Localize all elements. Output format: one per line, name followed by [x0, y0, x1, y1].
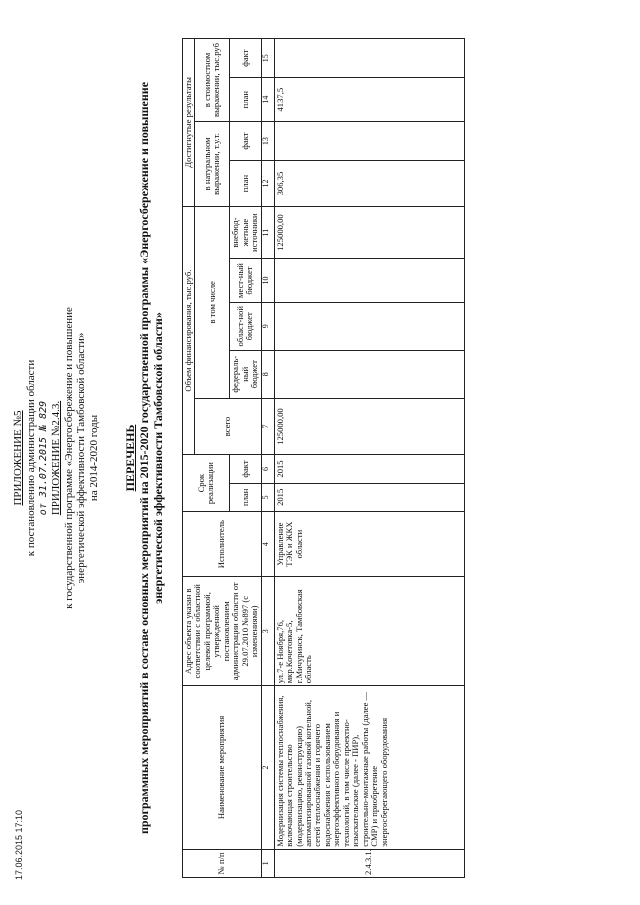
appendix-program-years: на 2014-2020 годы: [87, 414, 100, 502]
row-nat-plan: 306,35: [274, 161, 464, 207]
header-fact: факт: [230, 455, 261, 483]
header-federal: федераль-ный бюджет: [230, 350, 261, 398]
title-line1: ПЕРЕЧЕНЬ: [123, 424, 137, 492]
col-number: 10: [261, 259, 274, 303]
col-number: 8: [261, 350, 274, 398]
row-total: 125000,00: [274, 398, 464, 455]
header-name: Наименование мероприятия: [183, 686, 262, 849]
row-fact: 2015: [274, 455, 464, 483]
row-address: ул.7-е Ноября,76, мкр.Кочетовка-5, г.Мичуринск, Тамбовская область: [274, 577, 464, 686]
col-number: 9: [261, 302, 274, 350]
header-extra: внебюд-жетные источники: [230, 206, 261, 258]
col-number: 2: [261, 686, 274, 849]
print-timestamp: 17.06.2015 17:10: [14, 809, 24, 880]
header-nat-plan: план: [230, 161, 261, 207]
row-executor: Управление ТЭК и ЖКХ области: [274, 511, 464, 576]
appendix-header: [12, 28, 100, 888]
page-title: [124, 28, 165, 888]
table-row: [274, 39, 464, 878]
header-plan: план: [230, 483, 261, 511]
header-num: № п/п: [183, 849, 262, 877]
row-plan: 2015: [274, 483, 464, 511]
row-local: [274, 259, 464, 303]
row-federal: [274, 350, 464, 398]
row-cost-plan: 4137,5: [274, 78, 464, 122]
appendix-decree-text: к постановлению администрации области: [24, 359, 37, 557]
col-number: 6: [261, 455, 274, 483]
appendix-title: ПРИЛОЖЕНИЕ №5: [12, 410, 24, 506]
header-nat-fact: факт: [230, 121, 261, 160]
col-number: 14: [261, 78, 274, 122]
header-regional: област-ной бюджет: [230, 302, 261, 350]
col-number: 3: [261, 577, 274, 686]
row-regional: [274, 302, 464, 350]
header-cost-fact: факт: [230, 39, 261, 78]
column-numbers-row: [261, 39, 274, 878]
col-number: 12: [261, 161, 274, 207]
row-num: 2.4.3.1.: [274, 849, 464, 877]
header-cost: в стоимостном выражении, тыс.руб: [195, 39, 230, 122]
row-cost-fact: [274, 39, 464, 78]
col-number: 11: [261, 206, 274, 258]
header-total: всего: [195, 398, 261, 455]
header-incl: в том числе: [195, 206, 230, 398]
row-nat-fact: [274, 121, 464, 160]
rotated-content: [4, 28, 616, 888]
col-number: 4: [261, 511, 274, 576]
appendix-program-line1: к государственной программе «Энергосбережение и повышение: [62, 307, 75, 609]
header-funding: Объем финансирования, тыс.руб.: [183, 206, 195, 454]
header-results: Достигнутые результаты: [183, 39, 195, 207]
header-local: мест-ный бюджет: [230, 259, 261, 303]
appendix-decree-handwritten: от 31.07.2015 № 829: [38, 400, 50, 516]
title-line2: программных мероприятий в составе основных мероприятий на 2015-2020 государственной программы «Энергосбережение и повышение: [136, 81, 151, 835]
header-executor: Исполнитель: [183, 511, 262, 576]
header-term: Срок реализации: [183, 455, 230, 512]
col-number: 13: [261, 121, 274, 160]
title-line3: энергетической эффективности Тамбовской области»: [150, 312, 165, 604]
col-number: 15: [261, 39, 274, 78]
measures-table: [182, 38, 465, 878]
header-row-1: [183, 39, 195, 878]
appendix-subtitle: ПРИЛОЖЕНИЕ №2.4.3.: [49, 400, 62, 516]
header-address: Адрес объекта указан в соответствии с областной целевой программой, утвержденной постановлением администрации области от 29.07.2010 №897 (с изменениями): [183, 577, 262, 686]
col-number: 5: [261, 483, 274, 511]
header-cost-plan: план: [230, 78, 261, 122]
appendix-decree: [25, 28, 50, 888]
header-natural: в натуральном выражении, т.у.т.: [195, 121, 230, 206]
col-number: 1: [261, 849, 274, 877]
appendix-program-line2: энергетической эффективности Тамбовской области»: [75, 332, 88, 584]
row-extra: 125000,00: [274, 206, 464, 258]
col-number: 7: [261, 398, 274, 455]
row-name: Модернизация системы теплоснабжения, включающая строительство (модернизацию, реконструкцию) автоматизированной газовой котельной, сетей теплоснабжения и горячего водоснабжения с использованием энергоэффективного оборудования и технологий, в том числе проектно-изыскательские (далее - ПИР), строительно-монтажные работы (далее — СМР) и приобретение энергосберегающего оборудования: [274, 686, 464, 849]
